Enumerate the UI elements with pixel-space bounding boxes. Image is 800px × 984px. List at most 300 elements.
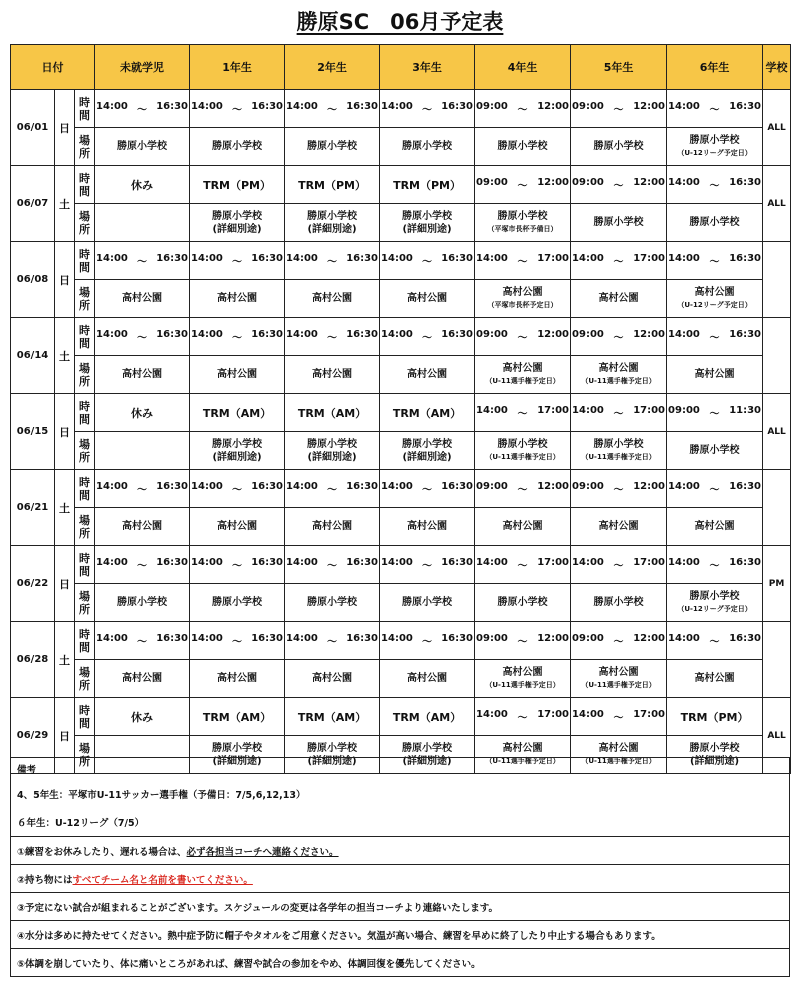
place-cell (667, 204, 763, 242)
end-time: 17:00 (633, 405, 666, 416)
start-time: 14:00 (381, 633, 413, 644)
time-range (190, 253, 284, 268)
time-cell (667, 318, 763, 356)
time-separator: ～ (327, 257, 338, 268)
time-label: 時間 (75, 622, 95, 660)
schedule-time-row (11, 470, 791, 508)
schedule-time-row (11, 546, 791, 584)
start-time: 14:00 (96, 633, 128, 644)
time-range (571, 557, 666, 572)
place-name: 勝原小学校 (307, 141, 358, 152)
place-cell (190, 128, 285, 166)
weekday-cell: 日 (55, 242, 75, 318)
place-name: 勝原小学校 (689, 217, 740, 228)
school-cell (763, 318, 791, 394)
schedule-table (10, 44, 791, 774)
time-separator: ～ (613, 561, 624, 572)
schedule-time-row (11, 698, 791, 736)
time-cell (95, 470, 190, 508)
time-separator: ～ (517, 105, 528, 116)
place-detail: (詳細別途) (307, 223, 357, 235)
schedule-text: 休み (131, 178, 154, 192)
time-separator: ～ (327, 561, 338, 572)
notes-line-2: ６年生：U-12リーグ（7/5） (17, 818, 145, 829)
place-cell (571, 280, 667, 318)
time-cell (380, 242, 475, 280)
date-cell: 06/29 (11, 698, 55, 774)
place-cell (571, 128, 667, 166)
place-name: 勝原小学校 (307, 210, 358, 222)
start-time: 14:00 (381, 101, 413, 112)
time-range (667, 177, 762, 192)
schedule-time-row (11, 394, 791, 432)
time-range (475, 177, 570, 192)
place-name: 高村公園 (407, 673, 448, 684)
start-time: 09:00 (476, 481, 508, 492)
time-cell (95, 90, 190, 128)
place-detail: (詳細別途) (402, 451, 452, 463)
place-name: 高村公園 (502, 666, 543, 678)
time-cell (667, 470, 763, 508)
start-time: 14:00 (572, 709, 604, 720)
end-time: 16:30 (729, 481, 762, 492)
end-time: 16:30 (346, 481, 379, 492)
time-cell (475, 166, 571, 204)
time-range (95, 253, 189, 268)
time-cell (190, 318, 285, 356)
place-name: 高村公園 (694, 673, 735, 684)
end-time: 17:00 (537, 253, 570, 264)
schedule-time-row (11, 622, 791, 660)
time-range (475, 557, 570, 572)
end-time: 12:00 (633, 177, 666, 188)
schedule-text: TRM（AM） (297, 406, 367, 420)
time-cell (285, 622, 380, 660)
place-cell (380, 128, 475, 166)
place-name: 勝原小学校 (117, 597, 168, 608)
time-separator: ～ (422, 333, 433, 344)
time-separator: ～ (613, 333, 624, 344)
time-range (667, 633, 762, 648)
start-time: 14:00 (191, 557, 223, 568)
place-name: 勝原小学校 (402, 742, 453, 754)
place-label: 場所 (75, 508, 95, 546)
place-name: 勝原小学校 (402, 141, 453, 152)
start-time: 14:00 (286, 253, 318, 264)
place-name: 高村公園 (122, 521, 163, 532)
time-separator: ～ (422, 257, 433, 268)
place-cell (475, 432, 571, 470)
end-time: 17:00 (633, 253, 666, 264)
place-name: 勝原小学校 (212, 210, 263, 222)
end-time: 16:30 (441, 101, 474, 112)
time-range (475, 405, 570, 420)
place-detail: (詳細別途) (212, 451, 262, 463)
place-note: （U-12リーグ予定日） (677, 300, 752, 309)
start-time: 14:00 (572, 405, 604, 416)
place-note: （U-11選手権予定日） (485, 680, 560, 689)
time-separator: ～ (137, 105, 148, 116)
start-time: 14:00 (668, 177, 700, 188)
schedule-time-row (11, 166, 791, 204)
time-range (380, 557, 474, 572)
end-time: 16:30 (441, 633, 474, 644)
start-time: 14:00 (286, 633, 318, 644)
time-cell (190, 698, 285, 736)
time-cell (285, 546, 380, 584)
date-cell: 06/07 (11, 166, 55, 242)
time-cell (667, 166, 763, 204)
time-range (380, 633, 474, 648)
time-cell (95, 318, 190, 356)
end-time: 16:30 (251, 633, 284, 644)
place-cell (475, 128, 571, 166)
time-cell (285, 698, 380, 736)
place-note: （U-12リーグ予定日） (677, 148, 752, 157)
time-separator: ～ (422, 105, 433, 116)
weekday-cell: 土 (55, 166, 75, 242)
schedule-place-row (11, 204, 791, 242)
time-cell (95, 394, 190, 432)
weekday-cell: 日 (55, 546, 75, 622)
time-cell (95, 546, 190, 584)
end-time: 12:00 (537, 481, 570, 492)
place-cell (190, 660, 285, 698)
time-separator: ～ (137, 561, 148, 572)
time-range (571, 481, 666, 496)
place-cell (380, 584, 475, 622)
time-cell (285, 242, 380, 280)
time-label: 時間 (75, 166, 95, 204)
start-time: 14:00 (381, 557, 413, 568)
place-note: （U-11選手権予定日） (581, 452, 656, 461)
place-name: 高村公園 (407, 521, 448, 532)
time-separator: ～ (517, 637, 528, 648)
time-cell (380, 394, 475, 432)
place-cell (571, 584, 667, 622)
place-cell (380, 356, 475, 394)
time-cell (285, 166, 380, 204)
time-cell (285, 394, 380, 432)
time-cell (380, 470, 475, 508)
time-separator: ～ (422, 637, 433, 648)
place-name: 高村公園 (502, 362, 543, 374)
place-cell (95, 356, 190, 394)
header-mishugaku: 未就学児 (95, 45, 190, 90)
time-cell (380, 90, 475, 128)
place-note: （平塚市長杯予備日） (487, 224, 558, 233)
start-time: 14:00 (286, 557, 318, 568)
schedule-time-row (11, 90, 791, 128)
time-cell (190, 546, 285, 584)
time-range (667, 481, 762, 496)
school-cell: ALL (763, 90, 791, 166)
end-time: 17:00 (537, 709, 570, 720)
time-cell (285, 90, 380, 128)
time-separator: ～ (517, 561, 528, 572)
place-cell (380, 280, 475, 318)
time-cell (475, 242, 571, 280)
notes-heading: 備考 (11, 757, 789, 780)
place-label: 場所 (75, 128, 95, 166)
start-time: 09:00 (476, 177, 508, 188)
time-separator: ～ (517, 409, 528, 420)
time-range (475, 481, 570, 496)
time-cell (475, 394, 571, 432)
place-note: （U-11選手権予定日） (581, 756, 656, 765)
start-time: 14:00 (96, 253, 128, 264)
school-cell (763, 470, 791, 546)
place-note: （U-11選手権予定日） (485, 376, 560, 385)
place-cell (95, 508, 190, 546)
time-cell (190, 394, 285, 432)
end-time: 16:30 (251, 481, 284, 492)
date-cell: 06/14 (11, 318, 55, 394)
start-time: 14:00 (668, 481, 700, 492)
end-time: 17:00 (537, 557, 570, 568)
place-name: 高村公園 (312, 521, 353, 532)
place-name: 高村公園 (312, 673, 353, 684)
date-cell: 06/01 (11, 90, 55, 166)
place-name: 高村公園 (502, 286, 543, 298)
header-grade-5: 5年生 (571, 45, 667, 90)
time-range (95, 633, 189, 648)
header-grade-3: 3年生 (380, 45, 475, 90)
start-time: 09:00 (572, 177, 604, 188)
time-range (475, 253, 570, 268)
place-detail: (詳細別途) (212, 223, 262, 235)
time-separator: ～ (137, 637, 148, 648)
place-name: 高村公園 (122, 673, 163, 684)
start-time: 14:00 (96, 557, 128, 568)
end-time: 12:00 (633, 633, 666, 644)
time-cell (667, 394, 763, 432)
start-time: 14:00 (286, 481, 318, 492)
end-time: 16:30 (156, 557, 189, 568)
weekday-cell: 土 (55, 318, 75, 394)
time-range (380, 253, 474, 268)
time-range (667, 557, 762, 572)
time-separator: ～ (709, 333, 720, 344)
place-name: 勝原小学校 (212, 141, 263, 152)
place-label: 場所 (75, 660, 95, 698)
time-cell (285, 470, 380, 508)
time-cell (95, 166, 190, 204)
time-cell (190, 166, 285, 204)
start-time: 14:00 (572, 557, 604, 568)
time-cell (95, 242, 190, 280)
place-name: 高村公園 (122, 369, 163, 380)
place-label: 場所 (75, 736, 95, 774)
school-cell: ALL (763, 394, 791, 470)
end-time: 16:30 (729, 253, 762, 264)
place-cell (190, 584, 285, 622)
schedule-place-row (11, 128, 791, 166)
time-separator: ～ (327, 105, 338, 116)
notes-item-5: ⑤体調を崩していたり、体に痛いところがあれば、練習や試合の参加をやめ、体調回復を優先してください。 (11, 948, 789, 976)
end-time: 16:30 (156, 253, 189, 264)
place-cell (285, 280, 380, 318)
schedule-place-row (11, 432, 791, 470)
place-detail: (詳細別途) (402, 755, 452, 767)
time-separator: ～ (327, 485, 338, 496)
place-name: 高村公園 (217, 521, 258, 532)
end-time: 16:30 (729, 101, 762, 112)
place-note: （U-11選手権予定日） (581, 376, 656, 385)
time-cell (667, 546, 763, 584)
time-range (571, 709, 666, 724)
time-range (571, 253, 666, 268)
time-range (571, 405, 666, 420)
start-time: 14:00 (96, 481, 128, 492)
header-grade-4: 4年生 (475, 45, 571, 90)
end-time: 12:00 (537, 177, 570, 188)
schedule-text: TRM（AM） (202, 710, 272, 724)
place-label: 場所 (75, 356, 95, 394)
time-cell (571, 470, 667, 508)
end-time: 17:00 (537, 405, 570, 416)
schedule-place-row (11, 584, 791, 622)
place-name: 高村公園 (598, 521, 639, 532)
place-cell (571, 204, 667, 242)
start-time: 14:00 (191, 633, 223, 644)
time-cell (475, 470, 571, 508)
time-separator: ～ (137, 333, 148, 344)
time-range (475, 329, 570, 344)
place-cell (380, 204, 475, 242)
start-time: 14:00 (476, 253, 508, 264)
end-time: 16:30 (729, 557, 762, 568)
time-cell (380, 622, 475, 660)
place-name: 高村公園 (694, 521, 735, 532)
time-range (667, 405, 762, 420)
start-time: 09:00 (668, 405, 700, 416)
start-time: 14:00 (668, 101, 700, 112)
time-range (190, 481, 284, 496)
time-range (285, 253, 379, 268)
place-cell (285, 356, 380, 394)
start-time: 14:00 (668, 253, 700, 264)
time-separator: ～ (709, 257, 720, 268)
place-cell (475, 584, 571, 622)
notes-section (10, 757, 790, 977)
place-cell (190, 432, 285, 470)
schedule-time-row (11, 318, 791, 356)
start-time: 14:00 (572, 253, 604, 264)
time-cell (380, 318, 475, 356)
end-time: 16:30 (251, 329, 284, 340)
place-cell (475, 280, 571, 318)
place-name: 勝原小学校 (307, 597, 358, 608)
place-name: 高村公園 (598, 362, 639, 374)
time-label: 時間 (75, 698, 95, 736)
place-name: 高村公園 (122, 293, 163, 304)
place-cell (475, 660, 571, 698)
place-name: 勝原小学校 (593, 597, 644, 608)
place-name: 勝原小学校 (689, 742, 740, 754)
start-time: 14:00 (381, 481, 413, 492)
place-cell (667, 356, 763, 394)
end-time: 12:00 (537, 329, 570, 340)
time-range (380, 101, 474, 116)
time-range (571, 329, 666, 344)
end-time: 16:30 (251, 557, 284, 568)
end-time: 12:00 (537, 101, 570, 112)
place-name: 勝原小学校 (689, 590, 740, 602)
place-name: 高村公園 (502, 521, 543, 532)
time-separator: ～ (709, 181, 720, 192)
place-name: 高村公園 (694, 286, 735, 298)
start-time: 09:00 (572, 481, 604, 492)
place-cell (667, 660, 763, 698)
place-name: 勝原小学校 (689, 445, 740, 456)
time-separator: ～ (517, 257, 528, 268)
time-range (285, 101, 379, 116)
place-name: 勝原小学校 (497, 141, 548, 152)
place-label: 場所 (75, 204, 95, 242)
end-time: 16:30 (346, 253, 379, 264)
place-cell (95, 204, 190, 242)
time-cell (190, 622, 285, 660)
place-name: 高村公園 (502, 742, 543, 754)
place-detail: (詳細別途) (402, 223, 452, 235)
start-time: 14:00 (476, 557, 508, 568)
place-note: （U-11選手権予定日） (485, 756, 560, 765)
weekday-cell: 土 (55, 470, 75, 546)
end-time: 16:30 (346, 101, 379, 112)
time-separator: ～ (232, 257, 243, 268)
date-cell: 06/21 (11, 470, 55, 546)
place-cell (285, 660, 380, 698)
time-separator: ～ (709, 637, 720, 648)
end-time: 16:30 (156, 633, 189, 644)
start-time: 14:00 (476, 405, 508, 416)
place-cell (571, 660, 667, 698)
schedule-text: TRM（PM） (680, 710, 749, 724)
time-label: 時間 (75, 242, 95, 280)
start-time: 09:00 (476, 329, 508, 340)
place-cell (95, 584, 190, 622)
place-name: 勝原小学校 (307, 438, 358, 450)
time-range (190, 633, 284, 648)
time-range (95, 329, 189, 344)
header-row (11, 45, 791, 90)
notes-item-1: ①練習をお休みしたり、遅れる場合は、 必ず各担当コーチへ連絡ください。 (11, 836, 789, 864)
schedule-text: 休み (131, 406, 154, 420)
end-time: 16:30 (729, 329, 762, 340)
place-name: 勝原小学校 (117, 141, 168, 152)
place-cell (190, 204, 285, 242)
time-cell (571, 166, 667, 204)
time-range (285, 633, 379, 648)
time-cell (380, 166, 475, 204)
school-cell: ALL (763, 166, 791, 242)
time-cell (475, 622, 571, 660)
time-range (285, 329, 379, 344)
time-separator: ～ (232, 105, 243, 116)
schedule-text: TRM（AM） (392, 406, 462, 420)
place-cell (571, 508, 667, 546)
time-separator: ～ (327, 637, 338, 648)
time-separator: ～ (709, 485, 720, 496)
time-range (667, 253, 762, 268)
start-time: 09:00 (572, 329, 604, 340)
time-cell (475, 546, 571, 584)
time-range (95, 557, 189, 572)
schedule-place-row (11, 660, 791, 698)
place-note: （平塚市長杯予定日） (487, 300, 558, 309)
end-time: 16:30 (346, 329, 379, 340)
